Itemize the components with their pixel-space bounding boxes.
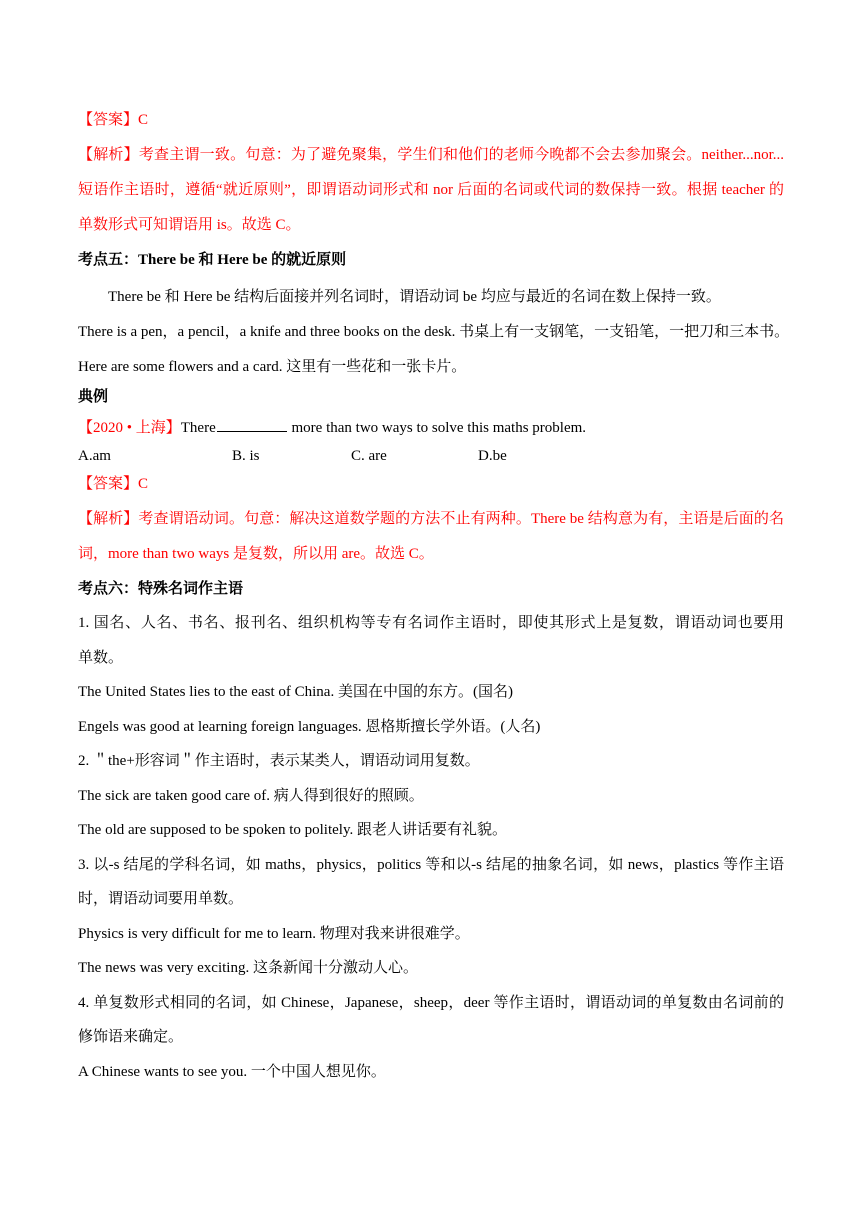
example-sentence: The old are supposed to be spoken to politely. 跟老人讲话要有礼貌。 (78, 822, 507, 838)
example-sentence: The United States lies to the east of China. 美国在中国的东方。(国名) (78, 684, 513, 700)
point-text: 单数。 (78, 650, 124, 666)
question-text-end: more than two ways to solve this maths problem. (287, 420, 587, 436)
example-sentence: Here are some flowers and a card. 这里有一些花和一张卡片。 (78, 359, 467, 375)
point-text: 2. ＂the+形容词＂作主语时，表示某类人，谓语动词用复数。 (78, 753, 480, 769)
question-text-start: There (180, 420, 216, 436)
option-a: A.am (78, 448, 111, 464)
answer-blank (217, 417, 287, 432)
option-c: C. are (351, 448, 387, 464)
rule-text: There be 和 Here be 结构后面接并列名词时，谓语动词 be 均应与最近的名词在数上保持一致。 (108, 289, 721, 305)
example-label: 典例 (78, 389, 109, 405)
answer-label: 【答案】C (78, 112, 149, 128)
point-text: 1. 国名、人名、书名、报刊名、组织机构等专有名词作主语时，即使其形式上是复数，谓语动词也要用 (78, 615, 784, 631)
example-sentence: There is a pen，a pencil，a knife and three books on the desk. 书桌上有一支钢笔，一支铅笔，一把刀和三本书。 (78, 324, 790, 340)
example-sentence: Physics is very difficult for me to learn. 物理对我来讲很难学。 (78, 926, 470, 942)
example-sentence: Engels was good at learning foreign languages. 恩格斯擅长学外语。(人名) (78, 719, 541, 735)
point-text: 4. 单复数形式相同的名词，如 Chinese，Japanese，sheep，deer 等作主语时，谓语动词的单复数由名词前的 (78, 995, 784, 1011)
option-b: B. is (232, 448, 260, 464)
example-sentence: A Chinese wants to see you. 一个中国人想见你。 (78, 1064, 386, 1080)
question-line (78, 417, 586, 438)
answer-label: 【答案】C (78, 476, 149, 492)
section-heading: 考点六：特殊名词作主语 (78, 581, 244, 597)
option-d: D.be (478, 448, 507, 464)
section-heading: 考点五：There be 和 Here be 的就近原则 (78, 252, 347, 268)
analysis-line: 单数形式可知谓语用 is。故选 C。 (78, 217, 301, 233)
analysis-line: 短语作主语时，遵循“就近原则”，即谓语动词形式和 nor 后面的名词或代词的数保持一致。根据 teacher 的 (78, 182, 784, 198)
analysis-line: 【解析】考查谓语动词。句意：解决这道数学题的方法不止有两种。There be 结构意为有，主语是后面的名 (78, 511, 784, 527)
point-text: 时，谓语动词要用单数。 (78, 891, 244, 907)
analysis-line: 【解析】考查主谓一致。句意：为了避免聚集，学生们和他们的老师今晚都不会去参加聚会。neither...nor... (78, 147, 784, 163)
point-text: 修饰语来确定。 (78, 1029, 184, 1045)
question-source: 【2020 • 上海】 (78, 420, 181, 436)
example-sentence: The news was very exciting. 这条新闻十分激动人心。 (78, 960, 418, 976)
analysis-line: 词，more than two ways 是复数，所以用 are。故选 C。 (78, 546, 434, 562)
point-text: 3. 以-s 结尾的学科名词，如 maths，physics，politics 等和以-s 结尾的抽象名词，如 news，plastics 等作主语 (78, 857, 784, 873)
example-sentence: The sick are taken good care of. 病人得到很好的照顾。 (78, 788, 424, 804)
